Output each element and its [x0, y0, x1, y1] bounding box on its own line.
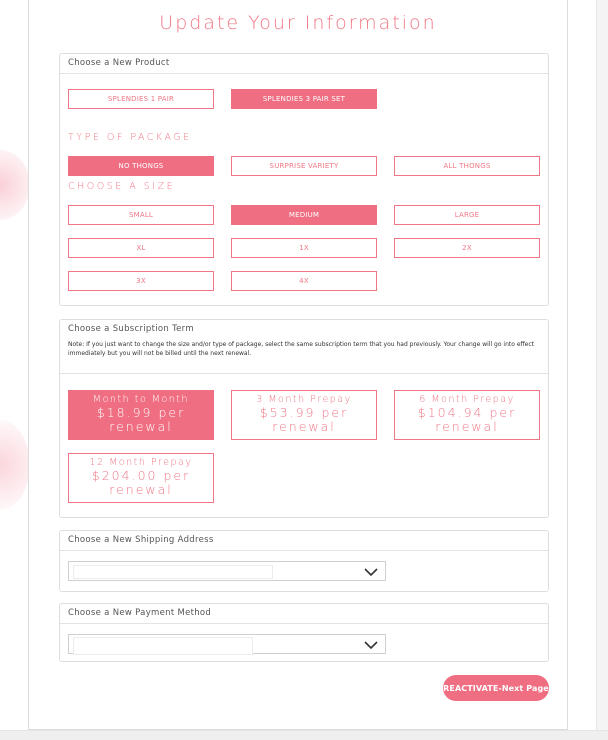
- reactivate-next-page-button[interactable]: REACTIVATE-Next Page: [443, 675, 549, 701]
- term-name: 12 Month Prepay: [89, 457, 193, 468]
- product-panel: [59, 53, 549, 306]
- package-surprise-variety[interactable]: SURPRISE VARIETY: [231, 156, 377, 176]
- redacted-address: [73, 565, 273, 579]
- subscription-panel: [59, 319, 549, 518]
- size-4x[interactable]: 4X: [231, 271, 377, 291]
- size-2x[interactable]: 2X: [394, 238, 540, 258]
- package-no-thongs[interactable]: NO THONGS: [68, 156, 214, 176]
- page-bottom-edge: [0, 730, 608, 740]
- term-price: $53.99 per: [259, 405, 349, 420]
- term-12-month-prepay[interactable]: [68, 453, 214, 503]
- page-title: Update Your Information: [159, 12, 437, 34]
- term-suffix: renewal: [109, 419, 173, 434]
- term-name: Month to Month: [92, 394, 190, 405]
- term-3-month-prepay[interactable]: [231, 390, 377, 440]
- update-info-card: [28, 0, 568, 730]
- term-suffix: renewal: [272, 419, 336, 434]
- background-decoration: [0, 150, 30, 220]
- package-all-thongs[interactable]: ALL THONGS: [394, 156, 540, 176]
- term-price: $18.99 per: [96, 405, 186, 420]
- product-option-3-pair-set[interactable]: SPLENDIES 3 PAIR SET: [231, 89, 377, 109]
- payment-panel-heading: Choose a New Payment Method: [60, 604, 548, 624]
- shipping-address-select[interactable]: [68, 561, 386, 581]
- chevron-down-icon: [363, 565, 379, 579]
- term-price: $104.94 per: [417, 405, 517, 420]
- payment-method-select[interactable]: [68, 634, 386, 654]
- size-xl[interactable]: XL: [68, 238, 214, 258]
- term-suffix: renewal: [435, 419, 499, 434]
- payment-panel: [59, 603, 549, 662]
- package-type-label: TYPE OF PACKAGE: [68, 132, 192, 143]
- divider: [60, 373, 548, 374]
- size-small[interactable]: SMALL: [68, 205, 214, 225]
- shipping-panel: [59, 530, 549, 592]
- background-decoration: [0, 420, 30, 510]
- size-1x[interactable]: 1X: [231, 238, 377, 258]
- product-panel-heading: Choose a New Product: [60, 54, 548, 74]
- term-suffix: renewal: [109, 482, 173, 497]
- page-scrollbar-gutter: [596, 0, 608, 740]
- shipping-panel-heading: Choose a New Shipping Address: [60, 531, 548, 551]
- redacted-payment: [73, 637, 253, 655]
- chevron-down-icon: [363, 638, 379, 652]
- term-name: 6 Month Prepay: [419, 394, 515, 405]
- size-medium[interactable]: MEDIUM: [231, 205, 377, 225]
- size-label: CHOOSE A SIZE: [68, 181, 176, 192]
- subscription-note: Note: If you just want to change the size and/or type of package, select the same subscription term that you had previously. Your change will go into effect immediately but you will not be billed until the next renewal.: [68, 341, 534, 357]
- term-name: 3 Month Prepay: [256, 394, 352, 405]
- size-large[interactable]: LARGE: [394, 205, 540, 225]
- term-price: $204.00 per: [91, 468, 191, 483]
- term-6-month-prepay[interactable]: [394, 390, 540, 440]
- product-option-1-pair[interactable]: SPLENDIES 1 PAIR: [68, 89, 214, 109]
- size-3x[interactable]: 3X: [68, 271, 214, 291]
- term-month-to-month[interactable]: [68, 390, 214, 440]
- subscription-panel-heading: Choose a Subscription Term: [68, 324, 194, 334]
